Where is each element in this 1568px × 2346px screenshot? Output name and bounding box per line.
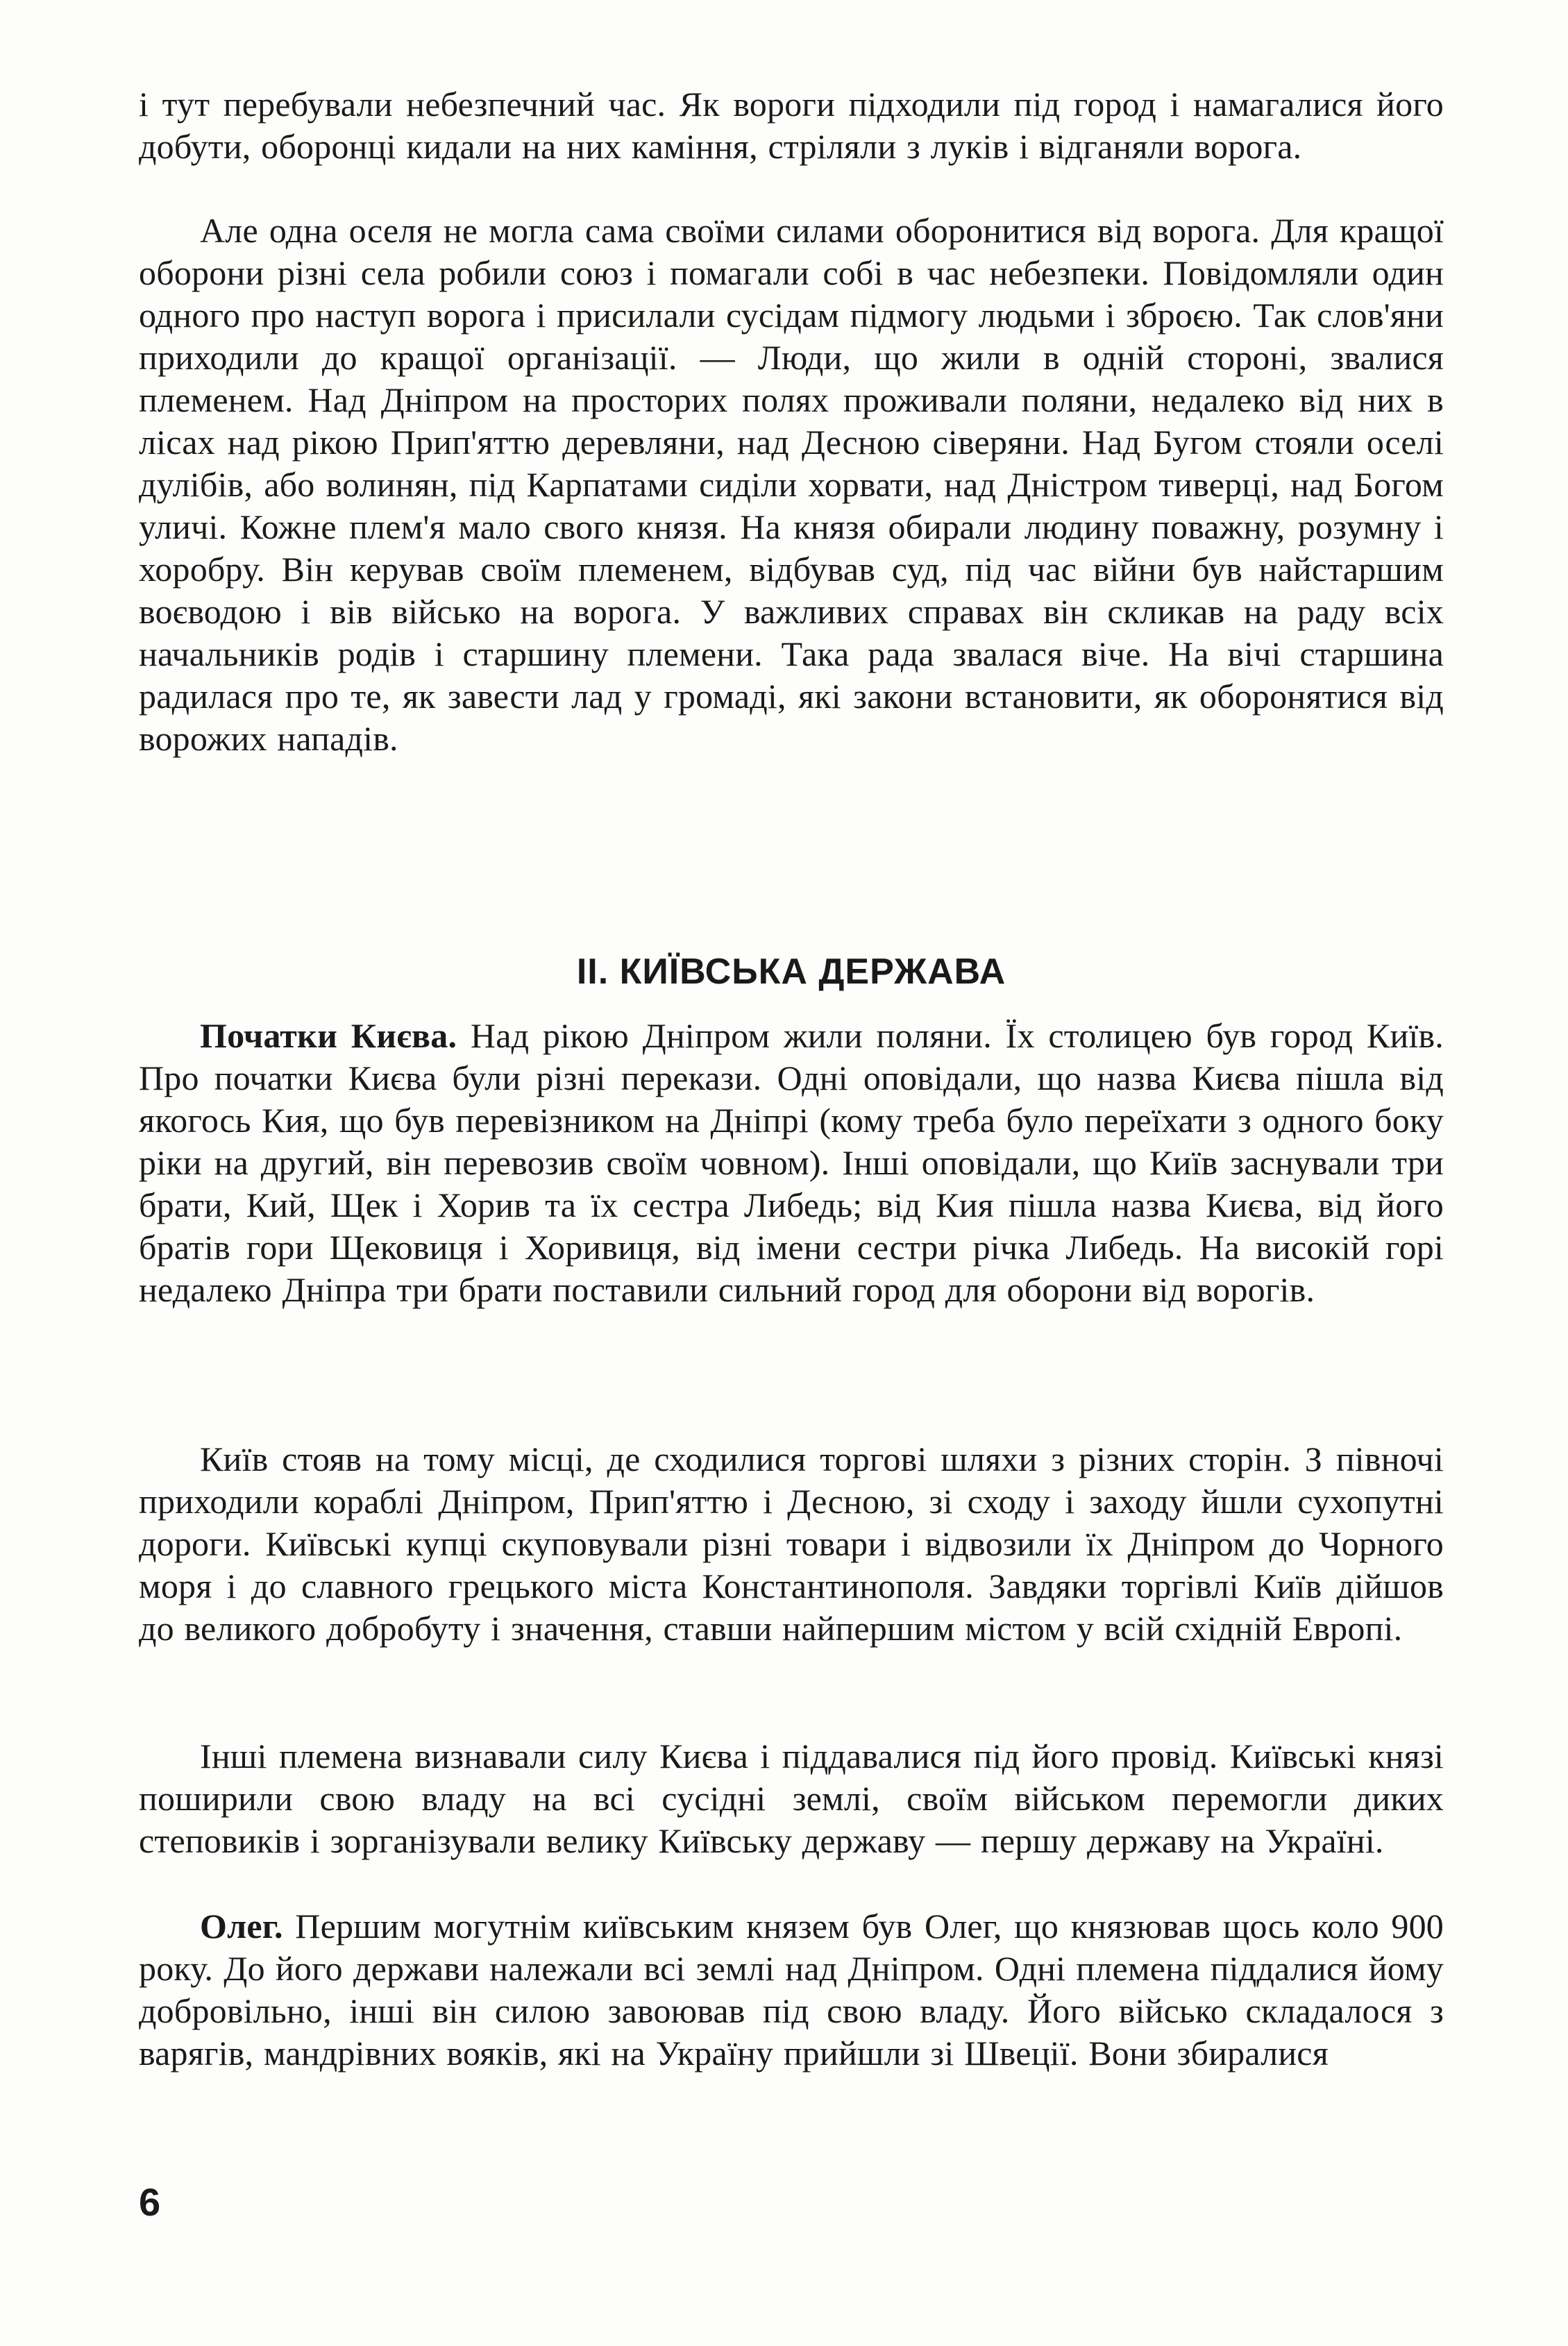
page-number: 6 xyxy=(139,2180,161,2224)
paragraph-lead-oleg: Олег. xyxy=(200,1907,283,1946)
paragraph-tribes: Але одна оселя не могла сама своїми силами оборонитися від ворога. Для кращої оборони різні села робили союз і помагали собі в час небезпеки. Повідомляли один одного про наступ ворога і присилали сусідам підмогу людьми і зброєю. Так слов'яни приходили до кращої організації. — Люди, що жили в одній стороні, звалися племенем. Над Дніпром на просторих полях проживали поляни, недалеко від них в лісах над рікою Прип'яттю деревляни, над Десною сіверяни. Над Бугом стояли оселі дулібів, або волинян, під Карпатами сиділи хорвати, над Дністром тиверці, над Богом уличі. Кожне плем'я мало свого князя. На князя обирали людину поважну, розумну і хоробру. Він керував своїм племенем, відбував суд, під час війни був найстаршим воєводою і вів військо на ворога. У важливих справах він скликав на раду всіх начальників родів і старшину племени. Така рада звалася віче. На вічі старшина радилася про те, як завести лад у громаді, які закони встановити, як оборонятися від ворожих нападів. xyxy=(139,211,1444,758)
section-heading: II. КИЇВСЬКА ДЕРЖАВА xyxy=(576,952,1006,992)
paragraph-kyiv-state: Інші племена визнавали силу Києва і піддавалися під його провід. Київські князі поширили свою владу на всі сусідні землі, своїм військом перемогли диких степовиків і зорганізували велику Київську державу — першу державу на Україні. xyxy=(139,1737,1444,1860)
paragraph-oleg xyxy=(139,1905,1444,2075)
paragraph-body-oleg: Першим могутнім київським князем був Олег, що князював щось коло 900 року. До його держави належали всі землі над Дніпром. Одні племена піддалися йому добровільно, інші він силою завоював під свою владу. Його військо складалося з варягів, мандрівних вояків, які на Україну прийшли зі Швеції. Вони збиралися xyxy=(139,1907,1444,2073)
paragraph-kyiv-origins xyxy=(139,1015,1444,1311)
paragraph-continuation: і тут перебували небезпечний час. Як вороги підходили під город і намагалися його добути, оборонці кидали на них каміння, стріляли з луків і відганяли ворога. xyxy=(139,85,1444,166)
paragraph-body-kyiv-origins: Над рікою Дніпром жили поляни. Їх столицею був город Київ. Про початки Києва були різні перекази. Одні оповідали, що назва Києва пішла від якогось Кия, що був перевізником на Дніпрі (кому треба було переїхати з одного боку ріки на другий, він перевозив своїм човном). Інші оповідали, що Київ заснували три брати, Кий, Щек і Хорив та їх сестра Либедь; від Кия пішла назва Києва, від його братів гори Щековиця і Хоривиця, від імени сестри річка Либедь. На високій горі недалеко Дніпра три брати поставили сильний город для оборони від ворогів. xyxy=(139,1016,1444,1309)
paragraph-trade-routes: Київ стояв на тому місці, де сходилися торгові шляхи з різних сторін. З півночі приходили кораблі Дніпром, Прип'яттю і Десною, зі сходу і заходу йшли сухопутні дороги. Київські купці скуповували різні товари і відвозили їх Дніпром до Чорного моря і до славного грецького міста Константинополя. Завдяки торгівлі Київ дійшов до великого добробуту і значення, ставши найпершим містом у всій східній Европі. xyxy=(139,1440,1444,1648)
paragraph-lead-kyiv-origins: Початки Києва. xyxy=(200,1016,457,1055)
